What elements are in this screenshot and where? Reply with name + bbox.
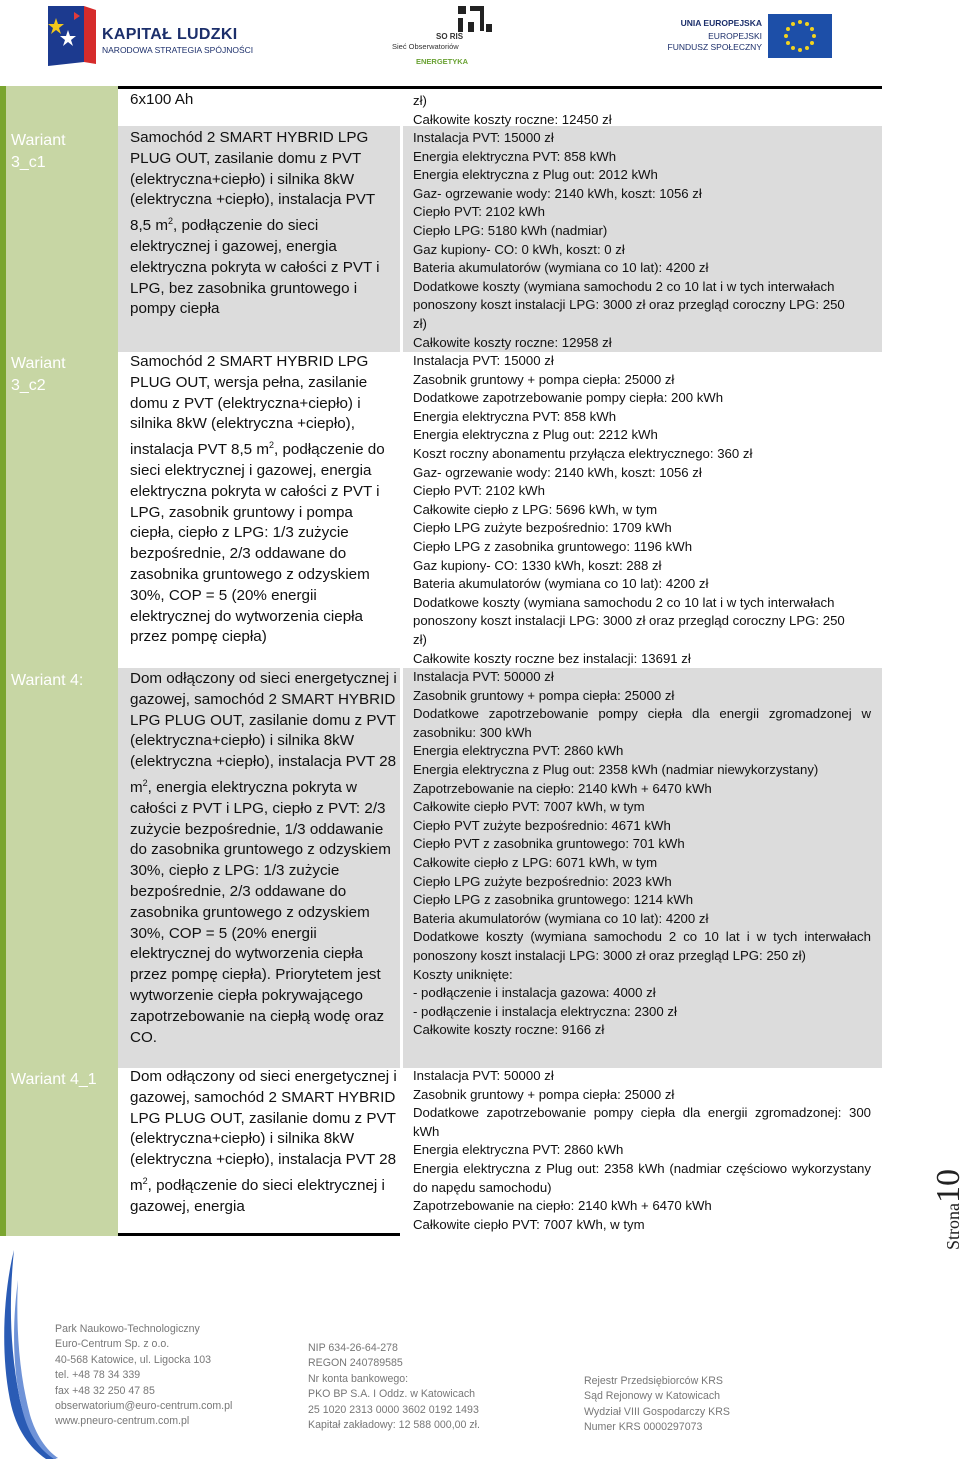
cost-line: Instalacja PVT: 50000 zł [413, 1068, 554, 1083]
cost-line: Bateria akumulatorów (wymiana co 10 lat): 4200 zł [413, 910, 709, 926]
cost-line: Gaz- ogrzewanie wody: 2140 kWh, koszt: 1056 zł [413, 185, 702, 201]
cost-line: Dodatkowe zapotrzebowanie pompy ciepła dla energii zgromadzonej: 300 kWh [413, 1105, 871, 1139]
cost-line: Ciepło LPG z zasobnika gruntowego: 1196 kWh [413, 538, 693, 554]
table-row [130, 669, 398, 1048]
row3-label: Wariant 4: [11, 672, 84, 689]
row3-costs [413, 668, 871, 1040]
footer-registry [584, 1374, 730, 1436]
cost-line: Ciepło PVT: 2102 kWh [413, 483, 545, 499]
row3-description: Dom odłączony od sieci energetycznej i gazowej, samochód 2 SMART HYBRID LPG PLUG OUT, zasilanie domu z PVT (elektryczna+ciepło) i silnika 8kW (elektryczna +ciepło), instalacja PVT 28 m [130, 670, 397, 797]
cost-line: Energia elektryczna z Plug out: 2012 kWh [413, 167, 658, 183]
footer-line: Nr konta bankowego: [308, 1372, 409, 1385]
row4-description-rest: , podłączenie do sieci elektrycznej i gazowej, energia [130, 1177, 385, 1215]
cost-line: Zapotrzebowanie na ciepło: 2140 kWh + 6470 kWh [413, 1198, 712, 1214]
cost-line: Dodatkowe koszty (wymiana samochodu 2 co 10 lat i w tych interwałach [413, 278, 835, 294]
row2-label [11, 353, 66, 397]
row1-description-rest: , podłączenie do sieci elektrycznej i gazowej, energia elektryczna pokryta w całości z PVT i LPG, bez zasobnika gruntowego i pompy ciepła [130, 217, 380, 318]
eu-line2: EUROPEJSKI [708, 31, 762, 41]
cost-line: Całkowite koszty roczne: 12450 zł [413, 111, 612, 127]
sidebar-label-column [6, 86, 118, 1236]
cost-line: Zapotrzebowanie na ciepło: 2140 kWh + 6470 kWh [413, 780, 712, 796]
cost-line: Całkowite koszty roczne bez instalacji: 13691 zł [413, 650, 691, 666]
footer-line: Wydział VIII Gospodarczy KRS [584, 1405, 730, 1418]
so-ris-title: SO RIS [436, 32, 464, 41]
cost-line: Koszt roczny abonamentu przyłącza elektrycznego: 360 zł [413, 445, 753, 461]
row1-label [11, 130, 66, 174]
cost-line: Instalacja PVT: 15000 zł [413, 130, 554, 145]
cost-line: Dodatkowe zapotrzebowanie pompy ciepła: 200 kWh [413, 390, 724, 406]
eu-flag-icon [768, 14, 832, 58]
cost-line: Dodatkowe koszty (wymiana samochodu 2 co 10 lat i w tych interwałach [413, 594, 835, 610]
cost-line: Całkowite ciepło z LPG: 5696 kWh, w tym [413, 501, 658, 517]
cost-line: Dodatkowe zapotrzebowanie pompy ciepła dla energii zgromadzonej w zasobniku: 300 kWh [413, 706, 871, 740]
table-row [130, 90, 398, 111]
footer-line: 25 1020 2313 0000 3602 0192 1493 [308, 1403, 479, 1416]
eu-logo [664, 12, 834, 60]
cost-line: Bateria akumulatorów (wymiana co 10 lat): 4200 zł [413, 576, 709, 592]
cost-line: Gaz kupiony- CO: 1330 kWh, koszt: 288 zł [413, 557, 662, 573]
cost-line: Bateria akumulatorów (wymiana co 10 lat): 4200 zł [413, 260, 709, 276]
footer-line: REGON 240789585 [308, 1357, 403, 1370]
cost-line: Dodatkowe koszty (wymiana samochodu 2 co 10 lat i w tych interwałach ponoszony koszt instalacji LPG: 3000 zł oraz przegląd LPG: 250 zł) [413, 929, 871, 963]
footer-email[interactable]: obserwatorium@euro-centrum.com.pl [55, 1400, 233, 1413]
footer-line: NIP 634-26-64-278 [308, 1342, 398, 1354]
footer-bank [308, 1341, 480, 1433]
row2-label-line1: Wariant [11, 355, 66, 372]
cost-line: Energia elektryczna z Plug out: 2358 kWh (nadmiar niewykorzystany) [413, 761, 819, 777]
table-row [130, 128, 398, 320]
cost-line: Całkowite koszty roczne: 12958 zł [413, 334, 612, 350]
so-ris-tagline: ENERGETYKA [416, 57, 469, 66]
footer-line: Kapitał zakładowy: 12 588 000,00 zł. [308, 1419, 480, 1432]
row2-description: Samochód 2 SMART HYBRID LPG PLUG OUT, wersja pełna, zasilanie domu z PVT (elektryczna+ciepło) i silnika 8kW (elektryczna +ciepło), instalacja PVT 8,5 m [130, 353, 369, 459]
cost-line: zł) [413, 631, 427, 647]
row1-costs [413, 129, 871, 352]
row4-description: Dom odłączony od sieci energetycznej i gazowej, samochód 2 SMART HYBRID LPG PLUG OUT, zasilanie domu z PVT (elektryczna+ciepło) i silnika 8kW (elektryczna +ciepło), instalacja PVT 28 m [130, 1068, 397, 1195]
kapital-ludzki-flag-icon [44, 4, 98, 68]
table-top-border [118, 86, 882, 89]
cost-line: Gaz kupiony- CO: 0 kWh, koszt: 0 zł [413, 241, 625, 257]
cost-line: Całkowite koszty roczne: 9166 zł [413, 1022, 605, 1038]
footer-line: tel. +48 78 34 339 [55, 1369, 141, 1382]
page-number-value: 10 [930, 1169, 967, 1203]
row1-label-line1: Wariant [11, 132, 66, 149]
cost-line: Energia elektryczna PVT: 858 kWh [413, 408, 617, 424]
cost-line: Gaz- ogrzewanie wody: 2140 kWh, koszt: 1056 zł [413, 464, 702, 480]
cost-line: Ciepło LPG zużyte bezpośrednio: 1709 kWh [413, 520, 672, 536]
footer-company [55, 1322, 232, 1430]
row2-description-rest: , podłączenie do sieci elektrycznej i gazowej, energia elektryczna pokryta w całości z PVT i LPG, zasobnik gruntowy i pompa ciepła, ciepło z LPG: 1/3 zużycie bezpośrednie, 2/3 oddawane do zasobnika gruntowego z odzyskiem 30%, COP = 5 (20% energii elektrycznej do wytworzenia ciepła przez pompę ciepła) [130, 441, 385, 646]
cost-line: Energia elektryczna z Plug out: 2212 kWh [413, 427, 658, 443]
cost-line: Instalacja PVT: 15000 zł [413, 353, 554, 368]
footer-line: PKO BP S.A. I Oddz. w Katowicach [308, 1388, 476, 1401]
row3-description-rest: , energia elektryczna pokryta w całości z PVT i LPG, ciepło z PVT: 2/3 zużycie bezpośrednie, 1/3 oddawanie do zasobnika gruntowego z odzyskiem 30%, ciepło z LPG: 1/3 zużycie bezpośrednie, 2/3 oddawane do zasobnika gruntowego z odzyskiem 30%, COP = 5 (20% energii elektrycznej do wytworzenia ciepła przez pompę ciepła). Priorytetem jest wytworzenie ciepła pokrywającego zapotrzebowanie na ciepłą wodę oraz CO. [130, 779, 391, 1046]
page-number [930, 1140, 967, 1250]
cost-line: Ciepło PVT zużyte bezpośrednio: 4671 kWh [413, 817, 671, 833]
footer-line: Rejestr Przedsiębiorców KRS [584, 1375, 723, 1387]
footer-line: fax +48 32 250 47 85 [55, 1384, 155, 1397]
cost-line: zł) [413, 315, 427, 331]
so-ris-logo [388, 4, 498, 68]
row1-label-line2: 3_c1 [11, 154, 46, 171]
cost-line: Zasobnik gruntowy + pompa ciepła: 25000 zł [413, 371, 675, 387]
eu-line3: FUNDUSZ SPOŁECZNY [667, 42, 762, 52]
eu-line1: UNIA EUROPEJSKA [680, 18, 762, 28]
cost-line: Koszty uniknięte: [413, 966, 513, 982]
cost-line: Ciepło PVT z zasobnika gruntowego: 701 kWh [413, 836, 685, 852]
cost-line: Zasobnik gruntowy + pompa ciepła: 25000 zł [413, 687, 675, 703]
cost-line: zł) [413, 93, 427, 108]
footer-line: Numer KRS 0000297073 [584, 1421, 703, 1434]
kapital-ludzki-subtitle: NARODOWA STRATEGIA SPÓJNOŚCI [102, 45, 254, 55]
table-row [130, 1067, 398, 1218]
cost-line: Całkowite ciepło PVT: 7007 kWh, w tym [413, 799, 645, 815]
cost-line: Ciepło LPG z zasobnika gruntowego: 1214 kWh [413, 892, 694, 908]
cost-line: ponoszony koszt instalacji LPG: 3000 zł oraz przegląd coroczny LPG: 250 [413, 613, 845, 629]
row2-label-line2: 3_c2 [11, 377, 46, 394]
cost-line: Energia elektryczna PVT: 858 kWh [413, 148, 617, 164]
row2-costs [413, 352, 871, 668]
footer-line: 40-568 Katowice, ul. Ligocka 103 [55, 1353, 212, 1366]
footer-line: Sąd Rejonowy w Katowicach [584, 1390, 721, 1403]
cost-line: ponoszony koszt instalacji LPG: 3000 zł oraz przegląd coroczny LPG: 250 [413, 297, 845, 313]
cost-line: Instalacja PVT: 50000 zł [413, 669, 554, 684]
so-ris-subtitle: Sieć Obserwatoriów [392, 42, 459, 51]
cost-line: - podłączenie i instalacja elektryczna: 2300 zł [413, 1003, 677, 1019]
row4-costs [413, 1067, 871, 1234]
footer-website[interactable]: www.pneuro-centrum.com.pl [55, 1415, 190, 1428]
cost-line: Ciepło PVT: 2102 kWh [413, 204, 545, 220]
cost-line: Energia elektryczna PVT: 2860 kWh [413, 743, 624, 759]
row4-superscript: 2 [142, 1175, 148, 1186]
cost-line: Zasobnik gruntowy + pompa ciepła: 25000 zł [413, 1086, 675, 1102]
footer-wave-icon [0, 1250, 60, 1459]
row2-superscript: 2 [269, 440, 275, 451]
table-bottom-border [118, 1233, 400, 1236]
kapital-ludzki-logo [44, 4, 264, 68]
row1-description: Samochód 2 SMART HYBRID LPG PLUG OUT, zasilanie domu z PVT (elektryczna+ciepło) i silnika 8kW (elektryczna +ciepło), instalacja PVT 8,5 m [130, 129, 375, 235]
row0-description: 6x100 Ah [130, 91, 194, 108]
cost-line: Całkowite ciepło PVT: 7007 kWh, w tym [413, 1216, 645, 1232]
cost-line: Energia elektryczna z Plug out: 2358 kWh (nadmiar częściowo wykorzystany do napędu samochodu) [413, 1160, 871, 1195]
table-row [130, 352, 398, 648]
cost-line: - podłączenie i instalacja gazowa: 4000 zł [413, 985, 656, 1001]
cost-line: Ciepło LPG: 5180 kWh (nadmiar) [413, 222, 608, 238]
footer-line: Park Naukowo-Technologiczny [55, 1323, 200, 1335]
row0-costs [413, 92, 871, 129]
cost-line: Ciepło LPG zużyte bezpośrednio: 2023 kWh [413, 873, 672, 889]
page-number-label: Strona [943, 1203, 963, 1250]
footer-line: Euro-Centrum Sp. z o.o. [55, 1338, 170, 1351]
cost-line: Energia elektryczna PVT: 2860 kWh [413, 1142, 624, 1158]
kapital-ludzki-title: KAPITAŁ LUDZKI [102, 26, 238, 43]
row1-superscript: 2 [167, 216, 173, 227]
row3-superscript: 2 [142, 777, 148, 788]
row4-label: Wariant 4_1 [11, 1071, 97, 1088]
cost-line: Całkowite ciepło z LPG: 6071 kWh, w tym [413, 854, 658, 870]
